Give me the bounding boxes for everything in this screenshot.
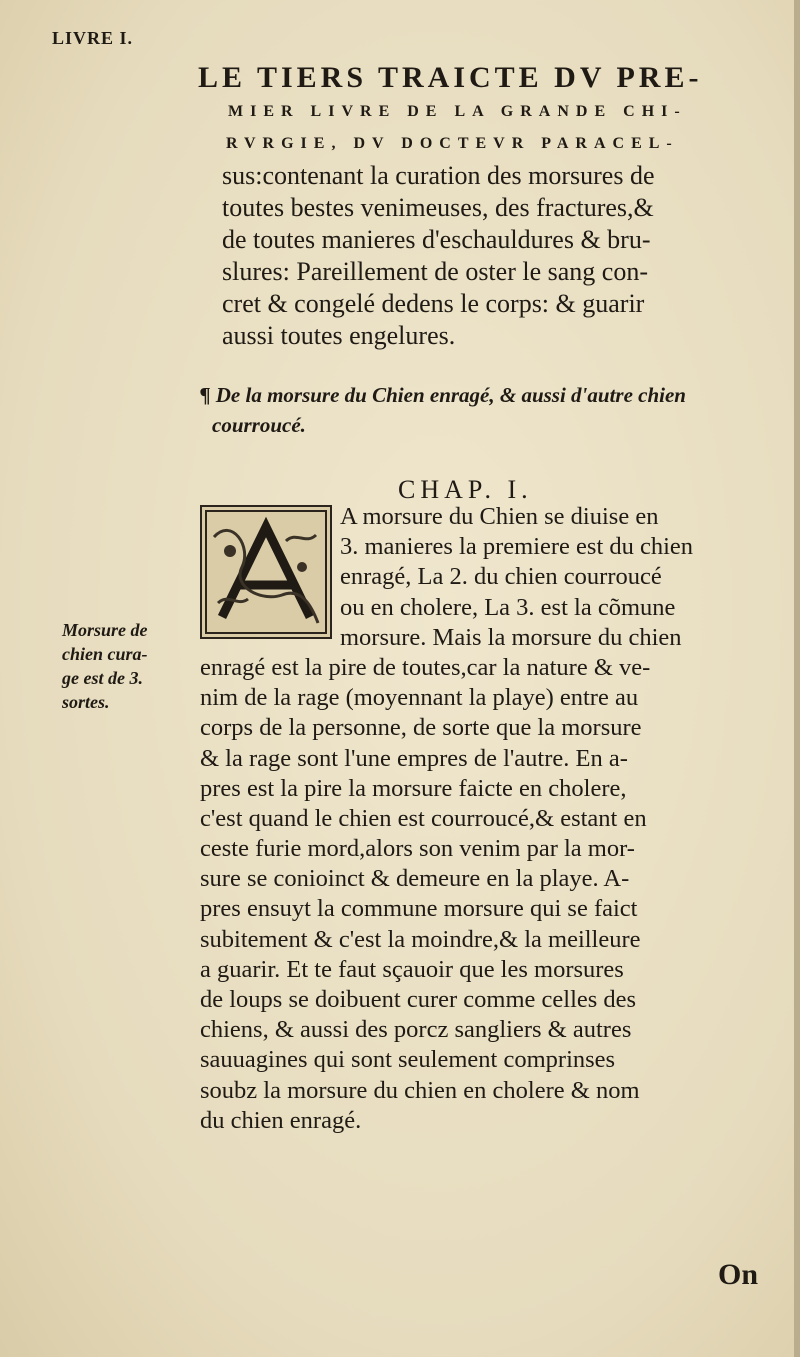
- title-body-line: de toutes manieres d'eschauldures & bru-: [222, 225, 651, 254]
- catchword: On: [718, 1258, 759, 1291]
- title-line-3: RVRGIE, DV DOCTEVR PARACEL-: [226, 135, 679, 152]
- chapter-rubric: [200, 380, 780, 440]
- body-line: a guarir. Et te faut sçauoir que les morsures: [200, 955, 624, 983]
- title-block: [198, 60, 778, 352]
- marginal-line: sortes.: [62, 692, 110, 712]
- marginal-line: Morsure de: [62, 620, 148, 640]
- marginal-line: ge est de 3.: [62, 668, 143, 688]
- body-line: 3. manieres la premiere est du chien: [340, 533, 694, 561]
- body-line: nim de la rage (moyennant la playe) entre au: [200, 684, 639, 712]
- body-line: chiens, & aussi des porcz sangliers & autres: [200, 1016, 632, 1044]
- body-line: morsure. Mais la morsure du chien: [340, 623, 682, 651]
- page-edge: [794, 0, 800, 1357]
- body-line: & la rage sont l'une empres de l'autre. En a-: [200, 744, 628, 772]
- body-line: sure se conioinct & demeure en la playe. A-: [200, 865, 630, 893]
- body-line: corps de la personne, de sorte que la morsure: [200, 714, 642, 742]
- chapter-heading: CHAP. I.: [398, 475, 533, 504]
- marginal-line: chien cura-: [62, 644, 148, 664]
- body-line: enragé est la pire de toutes,car la nature & ve-: [200, 653, 651, 681]
- body-line: enragé, La 2. du chien courroucé: [340, 563, 662, 591]
- body-line: subitement & c'est la moindre,& la meilleure: [200, 925, 641, 953]
- body-line: A morsure du Chien se diuise en: [340, 503, 659, 530]
- body-line: sauuagines qui sont seulement comprinses: [200, 1046, 616, 1074]
- body-line: soubz la morsure du chien en cholere & nom: [200, 1076, 640, 1104]
- body-line: ou en cholere, La 3. est la cõmune: [340, 593, 676, 621]
- body-line: pres est la pire la morsure faicte en cholere,: [200, 774, 627, 802]
- rubric-text: De la morsure du Chien enragé, & aussi d'autre chien: [215, 383, 686, 407]
- body-text: [200, 502, 765, 1136]
- body-line: pres ensuyt la commune morsure qui se faict: [200, 895, 638, 923]
- body-line: ceste furie mord,alors son venim par la mor-: [200, 835, 635, 863]
- title-body-line: aussi toutes engelures.: [222, 321, 456, 350]
- title-body-line: sus:contenant la curation des morsures de: [222, 161, 655, 190]
- title-line-2: MIER LIVRE DE LA GRANDE CHI-: [228, 103, 687, 120]
- marginal-note: [62, 618, 187, 714]
- pilcrow-icon: ¶: [200, 383, 216, 407]
- title-body-line: cret & congelé dedens le corps: & guarir: [222, 289, 645, 318]
- title-body-line: slures: Pareillement de oster le sang con-: [222, 257, 648, 286]
- body-line: du chien enragé.: [200, 1106, 362, 1134]
- body-line: c'est quand le chien est courroucé,& estant en: [200, 804, 647, 832]
- running-head: LIVRE I.: [52, 28, 134, 48]
- body-line: de loups se doibuent curer comme celles des: [200, 986, 637, 1013]
- title-body-line: toutes bestes venimeuses, des fractures,&: [222, 193, 654, 222]
- rubric-line-1: [200, 380, 780, 410]
- rubric-line-2: courroucé.: [212, 413, 306, 437]
- title-line-1: LE TIERS TRAICTE DV PRE-: [198, 61, 703, 94]
